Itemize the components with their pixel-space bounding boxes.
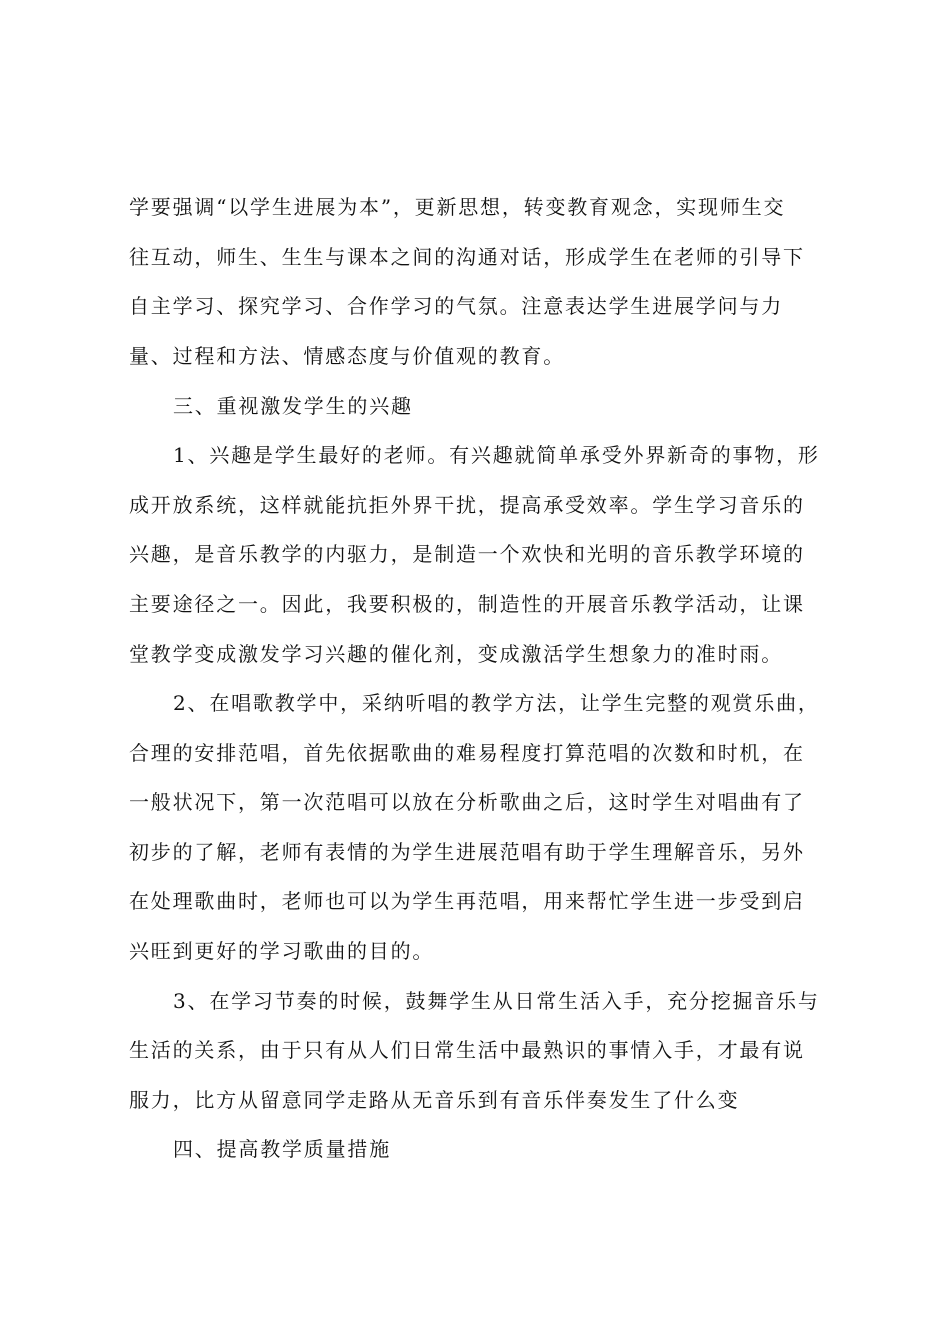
text-line: 服力，比方从留意同学走路从无音乐到有音乐伴奏发生了什么变 (129, 1088, 740, 1112)
text-line: 兴趣，是音乐教学的内驱力，是制造一个欢快和光明的音乐教学环境的 (129, 542, 805, 566)
text-line: 自主学习、探究学习、合作学习的气氛。注意表达学生进展学问与力 (129, 294, 783, 318)
section-heading: 四、提高教学质量措施 (173, 1137, 391, 1161)
text-line: 主要途径之一。因此，我要积极的，制造性的开展音乐教学活动，让课 (129, 592, 805, 616)
section-heading: 三、重视激发学生的兴趣 (173, 394, 413, 418)
text-line: 初步的了解，老师有表情的为学生进展范唱有助于学生理解音乐，另外 (129, 840, 805, 864)
text-line: 在处理歌曲时，老师也可以为学生再范唱，用来帮忙学生进一步受到启 (129, 889, 805, 913)
text-line: 合理的安排范唱，首先依据歌曲的难易程度打算范唱的次数和时机，在 (129, 741, 805, 765)
text-line: 兴旺到更好的学习歌曲的目的。 (129, 939, 435, 963)
text-line: 成开放系统，这样就能抗拒外界干扰，提高承受效率。学生学习音乐的 (129, 493, 805, 517)
text-line: 生活的关系，由于只有从人们日常生活中最熟识的事情入手，才最有说 (129, 1038, 805, 1062)
paragraph-first-line: 2、在唱歌教学中，采纳听唱的教学方法，让学生完整的观赏乐曲， (173, 691, 820, 715)
paragraph-first-line: 3、在学习节奏的时候，鼓舞学生从日常生活入手，充分挖掘音乐与 (173, 989, 820, 1013)
text-line: 往互动，师生、生生与课本之间的沟通对话，形成学生在老师的引导下 (129, 245, 805, 269)
paragraph-first-line: 1、兴趣是学生最好的老师。有兴趣就简单承受外界新奇的事物，形 (173, 443, 820, 467)
text-line: 堂教学变成激发学习兴趣的催化剂，变成激活学生想象力的准时雨。 (129, 642, 783, 666)
text-line: 学要强调“以学生进展为本”，更新思想，转变教育观念，实现师生交 (129, 195, 786, 219)
text-line: 量、过程和方法、情感态度与价值观的教育。 (129, 344, 565, 368)
text-line: 一般状况下，第一次范唱可以放在分析歌曲之后，这时学生对唱曲有了 (129, 790, 805, 814)
